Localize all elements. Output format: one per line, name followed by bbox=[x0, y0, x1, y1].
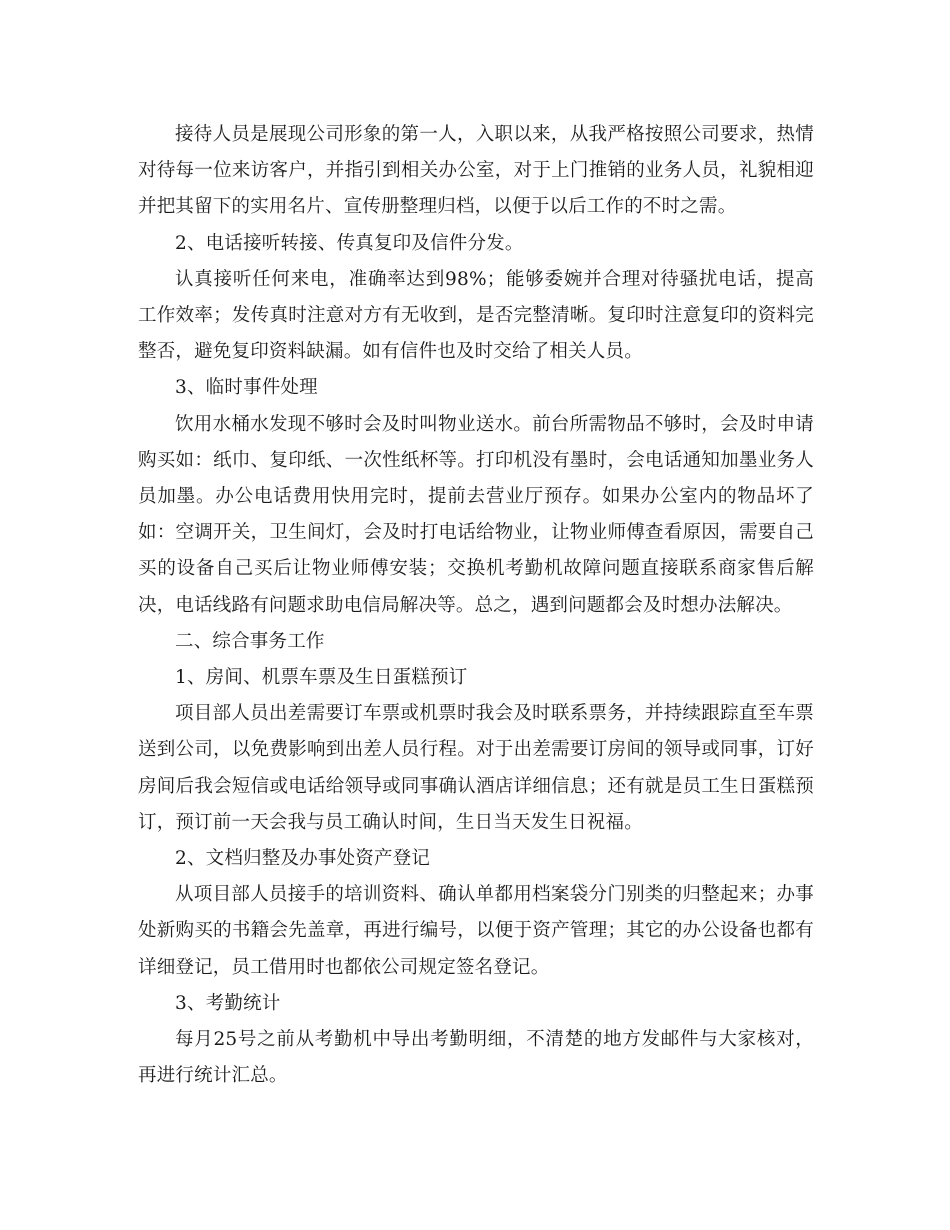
paragraph-reception-intro: 接待人员是展现公司形象的第一人，入职以来，从我严格按照公司要求，热情对待每一位来访客户，并指引到相关办公室，对于上门推销的业务人员，礼貌相迎并把其留下的实用名片、宣传册整理归档，以便于以后工作的不时之需。 bbox=[138, 124, 814, 218]
heading-phone-fax-mail: 2、电话接听转接、传真复印及信件分发。 bbox=[175, 232, 524, 254]
heading-attendance: 3、考勤统计 bbox=[175, 992, 281, 1014]
paragraph-booking: 项目部人员出差需要订车票或机票时我会及时联系票务，并持续跟踪直至车票送到公司，以免费影响到出差人员行程。对于出差需要订房间的领导或同事，订好房间后我会短信或电话给领导或同事确认酒店详细信息；还有就是员工生日蛋糕预订，预订前一天会我与员工确认时间，生日当天发生日祝福。 bbox=[138, 703, 814, 833]
paragraph-filing-assets: 从项目部人员接手的培训资料、确认单都用档案袋分门别类的归整起来；办事处新购买的书籍会先盖章，再进行编号，以便于资产管理；其它的办公设备也都有详细登记，员工借用时也都依公司规定签名登记。 bbox=[138, 884, 814, 978]
paragraph-temporary-events: 饮用水桶水发现不够时会及时叫物业送水。前台所需物品不够时，会及时申请购买如：纸巾、复印纸、一次性纸杯等。打印机没有墨时，会电话通知加墨业务人员加墨。办公电话费用快用完时，提前去营业厅预存。如果办公室内的物品坏了如：空调开关，卫生间灯，会及时打电话给物业，让物业师傅查看原因，需要自己买的设备自己买后让物业师傅安装；交换机考勤机故障问题直接联系商家售后解决，电话线路有问题求助电信局解决等。总之，遇到问题都会及时想办法解决。 bbox=[138, 413, 814, 616]
paragraph-phone-fax-mail: 认真接听任何来电，准确率达到98%；能够委婉并合理对待骚扰电话，提高工作效率；发传真时注意对方有无收到，是否完整清晰。复印时注意复印的资料完整否，避免复印资料缺漏。如有信件也及时交给了相关人员。 bbox=[138, 268, 814, 363]
heading-booking: 1、房间、机票车票及生日蛋糕预订 bbox=[175, 667, 468, 689]
heading-temporary-events: 3、临时事件处理 bbox=[175, 377, 318, 399]
heading-general-affairs: 二、综合事务工作 bbox=[175, 630, 325, 652]
document-body bbox=[138, 117, 814, 1094]
heading-filing-assets: 2、文档归整及办事处资产登记 bbox=[175, 848, 431, 870]
paragraph-attendance: 每月25号之前从考勤机中导出考勤明细，不清楚的地方发邮件与大家核对，再进行统计汇总。 bbox=[138, 1029, 814, 1087]
